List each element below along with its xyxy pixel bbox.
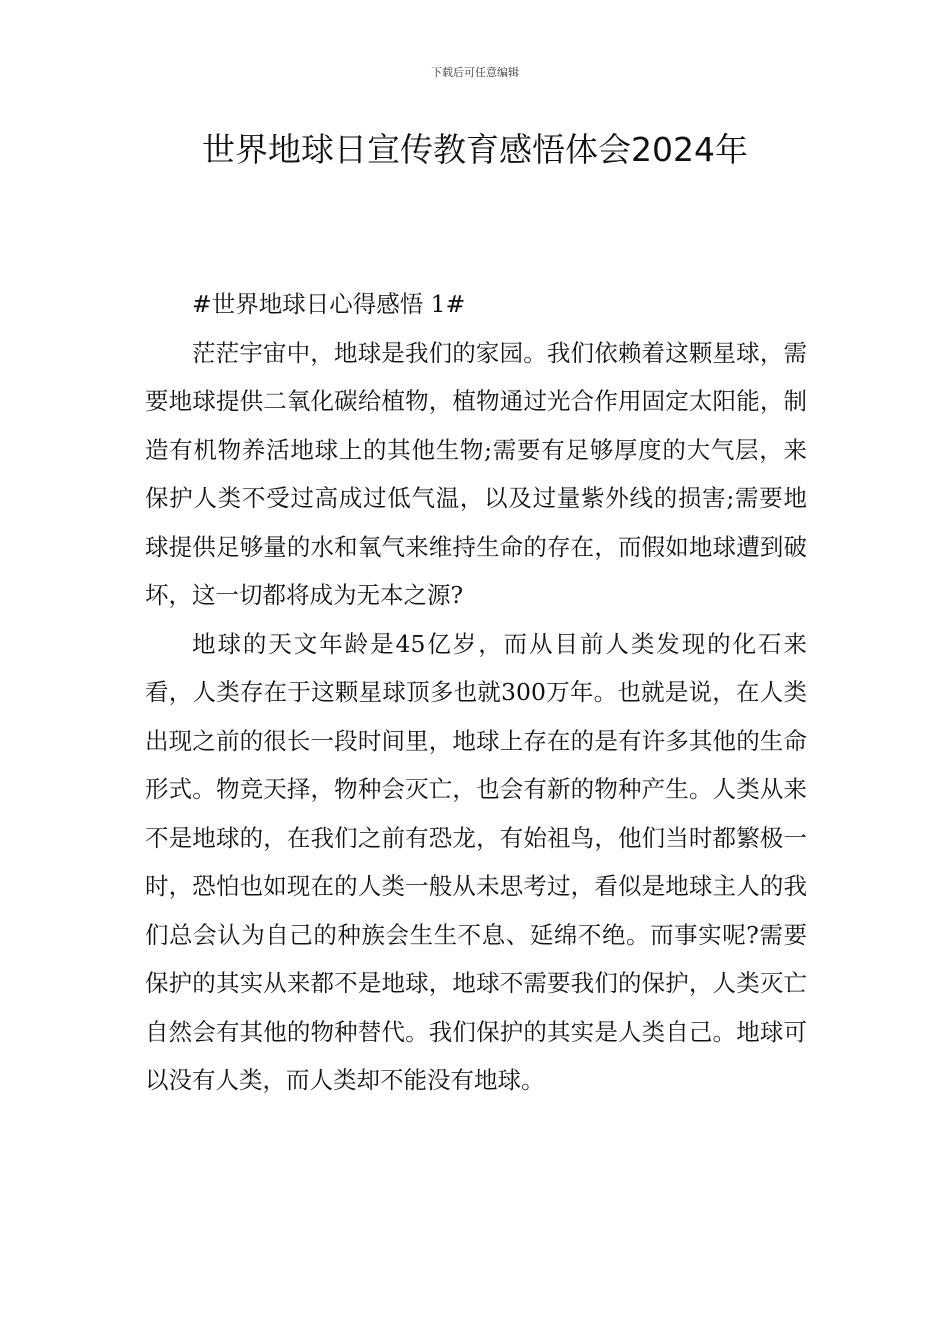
paragraph: 地球的天文年龄是45亿岁，而从目前人类发现的化石来看，人类存在于这颗星球顶多也就300万年。也就是说，在人类出现之前的很长一段时间里，地球上存在的是有许多其他的生命形式。物竞天择，物种会灭亡，也会有新的物种产生。人类从来不是地球的，在我们之前有恐龙，有始祖鸟，他们当时都繁极一时，恐怕也如现在的人类一般从未思考过，看似是地球主人的我们总会认为自己的种族会生生不息、延绵不绝。而事实呢?需要保护的其实从来都不是地球，地球不需要我们的保护，人类灭亡自然会有其他的物种替代。我们保护的其实是人类自己。地球可以没有人类，而人类却不能没有地球。: [145, 629, 807, 1094]
section-heading: #世界地球日心得感悟 1#: [192, 290, 466, 318]
document-body: [145, 280, 807, 1105]
page-title: 世界地球日宣传教育感悟体会2024年: [202, 130, 748, 169]
download-note: 下载后可任意编辑: [431, 66, 519, 79]
paragraph: 茫茫宇宙中，地球是我们的家园。我们依赖着这颗星球，需要地球提供二氧化碳给植物，植物通过光合作用固定太阳能，制造有机物养活地球上的其他生物;需要有足够厚度的大气层，来保护人类不受过高成过低气温，以及过量紫外线的损害;需要地球提供足够量的水和氧气来维持生命的存在，而假如地球遭到破坏，这一切都将成为无本之源?: [145, 338, 807, 609]
